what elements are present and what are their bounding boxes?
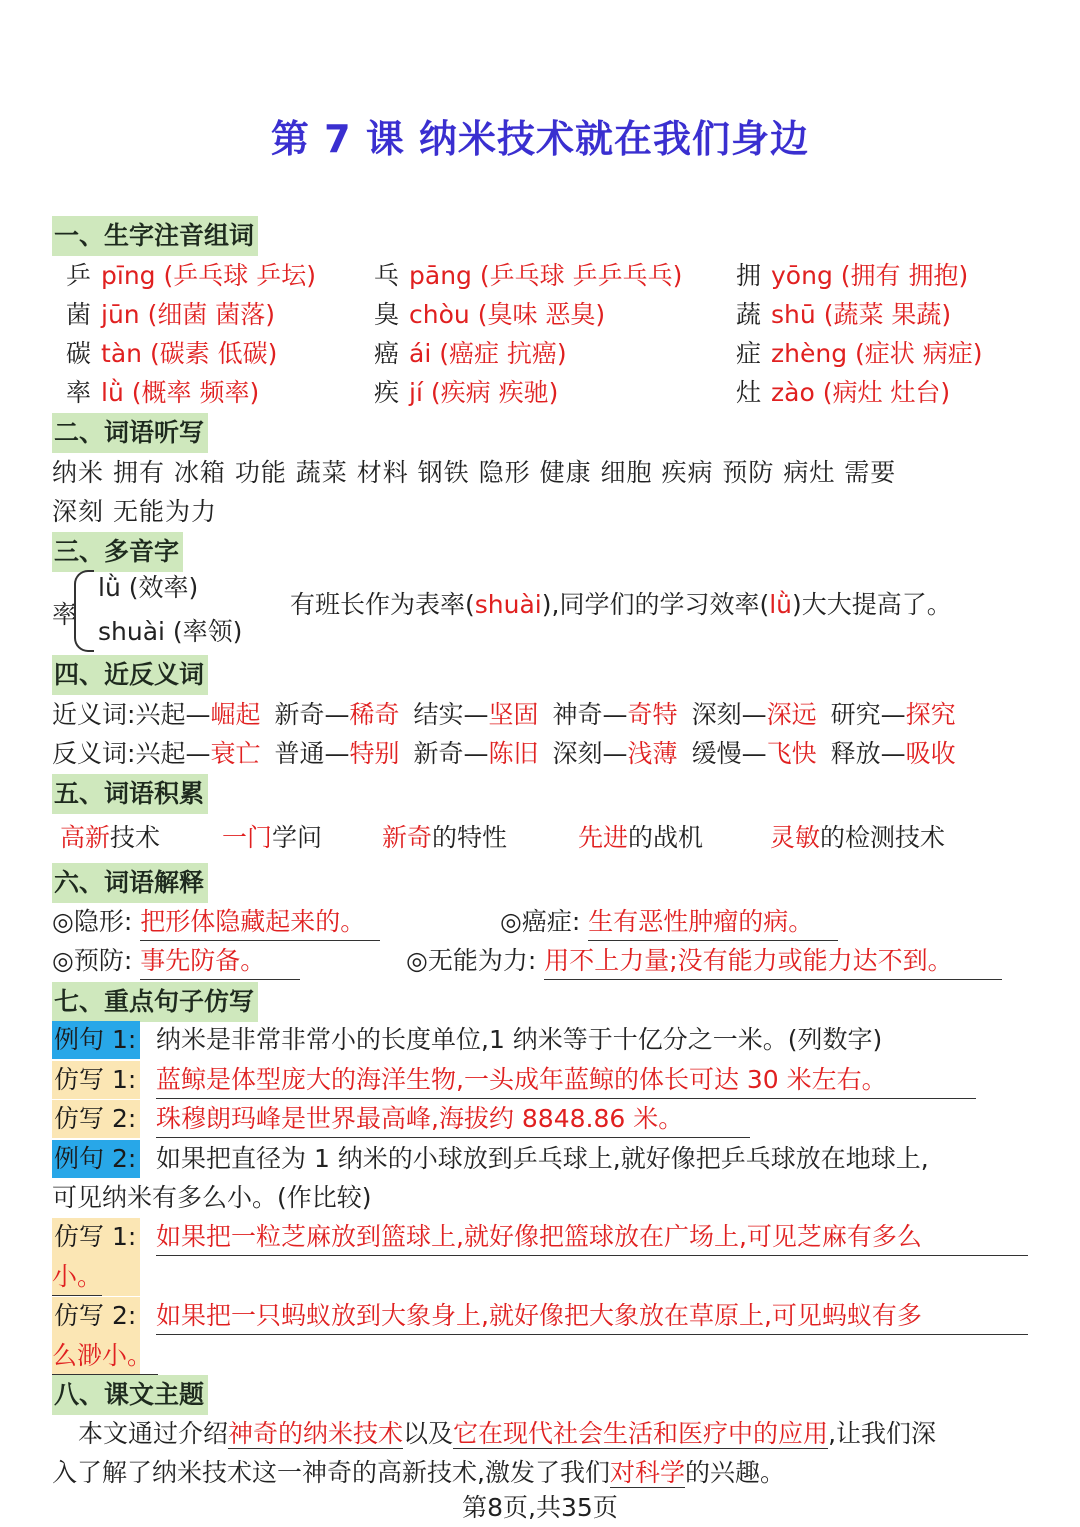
phrase-item [578, 820, 703, 856]
vocab-char: 拥 [736, 261, 762, 290]
pair-answer: 浅薄 [627, 739, 678, 768]
example-sentence-1: 纳米是非常非常小的长度单位,1 纳米等于十亿分之一米。(列数字) [156, 1025, 883, 1054]
imitation-label-4: 仿写 2: [52, 1297, 140, 1375]
vocab-item [736, 297, 951, 333]
vocab-char: 蔬 [736, 300, 762, 329]
theme-line-1 [78, 1416, 936, 1452]
vocab-pinyin: jūn [101, 300, 140, 329]
antonym-label: 反义词: [52, 739, 136, 768]
vocab-item [66, 297, 275, 333]
vocab-char: 疾 [374, 378, 400, 407]
vocab-item [374, 258, 682, 294]
vocab-item [736, 258, 968, 294]
word-pair [414, 700, 539, 729]
word-pair [831, 739, 956, 768]
section-heading-4: 四、近反义词 [52, 655, 208, 695]
vocab-pinyin: ái [409, 339, 432, 368]
imitation-sentence-4-line-1: 如果把一只蚂蚁放到大象身上,就好像把大象放在草原上,可见蚂蚁有多 [156, 1298, 1028, 1335]
vocab-char: 癌 [374, 339, 400, 368]
definition-text: 用不上力量;没有能力或能力达不到。 [544, 943, 1002, 980]
pair-answer: 稀奇 [349, 700, 400, 729]
section-heading-1: 一、生字注音组词 [52, 216, 258, 256]
phrase-highlight: 高新 [60, 823, 111, 852]
imitation-label-1: 仿写 1: [52, 1061, 140, 1099]
imitation-sentence-1: 蓝鲸是体型庞大的海洋生物,一头成年蓝鲸的体长可达 30 米左右。 [156, 1062, 976, 1099]
vocab-words: (疾病 疾驰) [430, 378, 559, 407]
pair-base: 结实— [413, 700, 489, 729]
pair-base: 兴起— [135, 700, 211, 729]
word-pair [414, 739, 539, 768]
vocab-char: 臭 [374, 300, 400, 329]
phrase-rest: 的检测技术 [820, 823, 946, 852]
vocab-pinyin: zhèng [771, 339, 848, 368]
vocab-char: 碳 [66, 339, 92, 368]
polyphone-sentence [290, 587, 952, 623]
vocab-char: 灶 [736, 378, 762, 407]
theme-text: 入了解了纳米技术这一神奇的高新技术,激发了我们 [52, 1458, 610, 1487]
phrase-item [60, 820, 160, 856]
antonym-row [52, 736, 956, 772]
vocab-pinyin: yōng [771, 261, 833, 290]
example-sentence-2-line-1: 如果把直径为 1 纳米的小球放到乒乓球上,就好像把乒乓球放在地球上, [156, 1144, 929, 1173]
polyphone-reading-2: shuài (率领) [98, 617, 243, 646]
vocab-pinyin: jí [409, 378, 423, 407]
page-footer: 第8页,共35页 [462, 1493, 618, 1522]
pair-answer: 吸收 [905, 739, 956, 768]
pair-base: 普通— [274, 739, 350, 768]
theme-highlight: 神奇的纳米技术 [228, 1419, 404, 1448]
theme-line-2 [52, 1455, 785, 1491]
pinyin-lv: lǜ [769, 590, 793, 619]
theme-highlight: 它在现代社会生活和医疗中的应用 [453, 1419, 829, 1448]
word-pair [553, 700, 678, 729]
definition-text: 把形体隐藏起来的。 [140, 904, 380, 941]
word-pair [274, 739, 399, 768]
vocab-pinyin: lǜ [101, 378, 124, 407]
word-pair [553, 739, 678, 768]
pair-base: 释放— [830, 739, 906, 768]
vocab-char: 乒 [66, 261, 92, 290]
example-label-2: 例句 2: [52, 1140, 140, 1178]
pair-answer: 特别 [349, 739, 400, 768]
example-sentence-2-line-2: 可见纳米有多么小。(作比较) [52, 1183, 372, 1212]
vocab-item [736, 336, 983, 372]
pair-answer: 奇特 [627, 700, 678, 729]
vocab-item [374, 297, 605, 333]
definition-item [52, 943, 300, 980]
definition-text: 生有恶性肿瘤的病。 [588, 904, 838, 941]
imitation-sentence-3-line-2: 小。 [52, 1259, 102, 1296]
theme-text: ,让我们深 [828, 1419, 937, 1448]
pair-base: 神奇— [552, 700, 628, 729]
vocab-item [736, 375, 950, 411]
definition-item [52, 904, 380, 941]
pair-answer: 深远 [766, 700, 817, 729]
phrase-rest: 技术 [110, 823, 161, 852]
vocab-pinyin: chòu [409, 300, 470, 329]
dictation-line-1: 纳米 拥有 冰箱 功能 蔬菜 材料 钢铁 隐形 健康 细胞 疾病 预防 病灶 需要 [52, 458, 897, 487]
pair-answer: 衰亡 [210, 739, 261, 768]
definition-item [406, 943, 1002, 980]
imitation-sentence-2: 珠穆朗玛峰是世界最高峰,海拔约 8848.86 米。 [156, 1101, 750, 1138]
phrase-rest: 的战机 [628, 823, 704, 852]
vocab-pinyin: zào [771, 378, 815, 407]
pair-answer: 飞快 [766, 739, 817, 768]
theme-text: 以及 [403, 1419, 454, 1448]
word-pair [831, 700, 956, 729]
pair-answer: 崛起 [210, 700, 261, 729]
vocab-words: (拥有 拥抱) [840, 261, 969, 290]
imitation-sentence-3-line-1: 如果把一粒芝麻放到篮球上,就好像把篮球放在广场上,可见芝麻有多么 [156, 1219, 1028, 1256]
phrase-item [770, 820, 945, 856]
imitation-label-3: 仿写 1: [52, 1218, 140, 1296]
definition-term: ◎无能为力: [406, 946, 537, 975]
vocab-words: (蔬菜 果蔬) [823, 300, 952, 329]
vocab-words: (病灶 灶台) [822, 378, 951, 407]
vocab-item [374, 375, 558, 411]
pair-base: 研究— [830, 700, 906, 729]
vocab-char: 率 [66, 378, 92, 407]
definition-term: ◎癌症: [500, 907, 581, 936]
synonym-label: 近义词: [52, 700, 136, 729]
page-title: 第 7 课 纳米技术就在我们身边 [270, 117, 810, 161]
vocab-pinyin: tàn [101, 339, 142, 368]
section-heading-2: 二、词语听写 [52, 413, 208, 453]
theme-highlight: 对科学 [609, 1458, 685, 1487]
definition-term: ◎预防: [52, 946, 133, 975]
phrase-highlight: 一门 [222, 823, 273, 852]
pair-base: 深刻— [691, 700, 767, 729]
section-heading-5: 五、词语积累 [52, 774, 208, 814]
sentence-part: ),同学们的学习效率( [541, 590, 770, 619]
phrase-highlight: 新奇 [382, 823, 433, 852]
vocab-item [66, 336, 277, 372]
phrase-item [382, 820, 507, 856]
section-heading-8: 八、课文主题 [52, 1375, 208, 1415]
pair-base: 缓慢— [691, 739, 767, 768]
vocab-char: 乓 [374, 261, 400, 290]
phrase-rest: 学问 [272, 823, 323, 852]
pinyin-shuai: shuài [474, 590, 542, 619]
section-heading-6: 六、词语解释 [52, 863, 208, 903]
vocab-words: (乒乓球 乒乒乓乓) [479, 261, 683, 290]
vocab-item [374, 336, 567, 372]
vocab-words: (臭味 恶臭) [477, 300, 606, 329]
polyphone-reading-1: lǜ (效率) [98, 573, 199, 602]
word-pair [692, 700, 817, 729]
vocab-words: (概率 频率) [131, 378, 260, 407]
pair-answer: 陈旧 [488, 739, 539, 768]
brace-shape [74, 570, 94, 652]
synonym-list [135, 700, 955, 729]
pair-base: 新奇— [274, 700, 350, 729]
sentence-part: )大大提高了。 [792, 590, 952, 619]
section-heading-3: 三、多音字 [52, 532, 183, 572]
vocab-pinyin: shū [771, 300, 816, 329]
sentence-part: 有班长作为表率( [290, 590, 475, 619]
pair-answer: 坚固 [488, 700, 539, 729]
word-pair [274, 700, 399, 729]
imitation-sentence-4-line-2: 么渺小。 [52, 1338, 158, 1375]
vocab-pinyin: pīng [101, 261, 156, 290]
phrase-item [222, 820, 322, 856]
example-label-1: 例句 1: [52, 1021, 140, 1059]
vocab-item [66, 375, 259, 411]
pair-answer: 探究 [905, 700, 956, 729]
word-pair [692, 739, 817, 768]
vocab-pinyin: pāng [409, 261, 472, 290]
vocab-words: (癌症 抗癌) [439, 339, 567, 368]
vocab-words: (细菌 菌落) [147, 300, 276, 329]
section-heading-7: 七、重点句子仿写 [52, 982, 258, 1022]
vocab-words: (症状 病症) [855, 339, 983, 368]
vocab-char: 症 [736, 339, 762, 368]
vocab-words: (碳素 低碳) [149, 339, 278, 368]
vocab-words: (乒乓球 乒坛) [163, 261, 316, 290]
theme-text: 的兴趣。 [684, 1458, 785, 1487]
pair-base: 深刻— [552, 739, 628, 768]
dictation-line-2: 深刻 无能为力 [52, 497, 217, 526]
word-pair [135, 739, 260, 768]
definition-term: ◎隐形: [52, 907, 133, 936]
vocab-char: 菌 [66, 300, 92, 329]
definition-text: 事先防备。 [140, 943, 300, 980]
pair-base: 新奇— [413, 739, 489, 768]
phrase-highlight: 灵敏 [770, 823, 821, 852]
imitation-label-2: 仿写 2: [52, 1100, 140, 1138]
vocab-item [66, 258, 316, 294]
synonym-row [52, 697, 956, 733]
polyphone-char: 率 [52, 600, 78, 629]
definition-item [500, 904, 838, 941]
theme-text: 本文通过介绍 [78, 1419, 229, 1448]
word-pair [135, 700, 260, 729]
phrase-rest: 的特性 [432, 823, 508, 852]
antonym-list [135, 739, 955, 768]
phrase-highlight: 先进 [578, 823, 629, 852]
pair-base: 兴起— [135, 739, 211, 768]
